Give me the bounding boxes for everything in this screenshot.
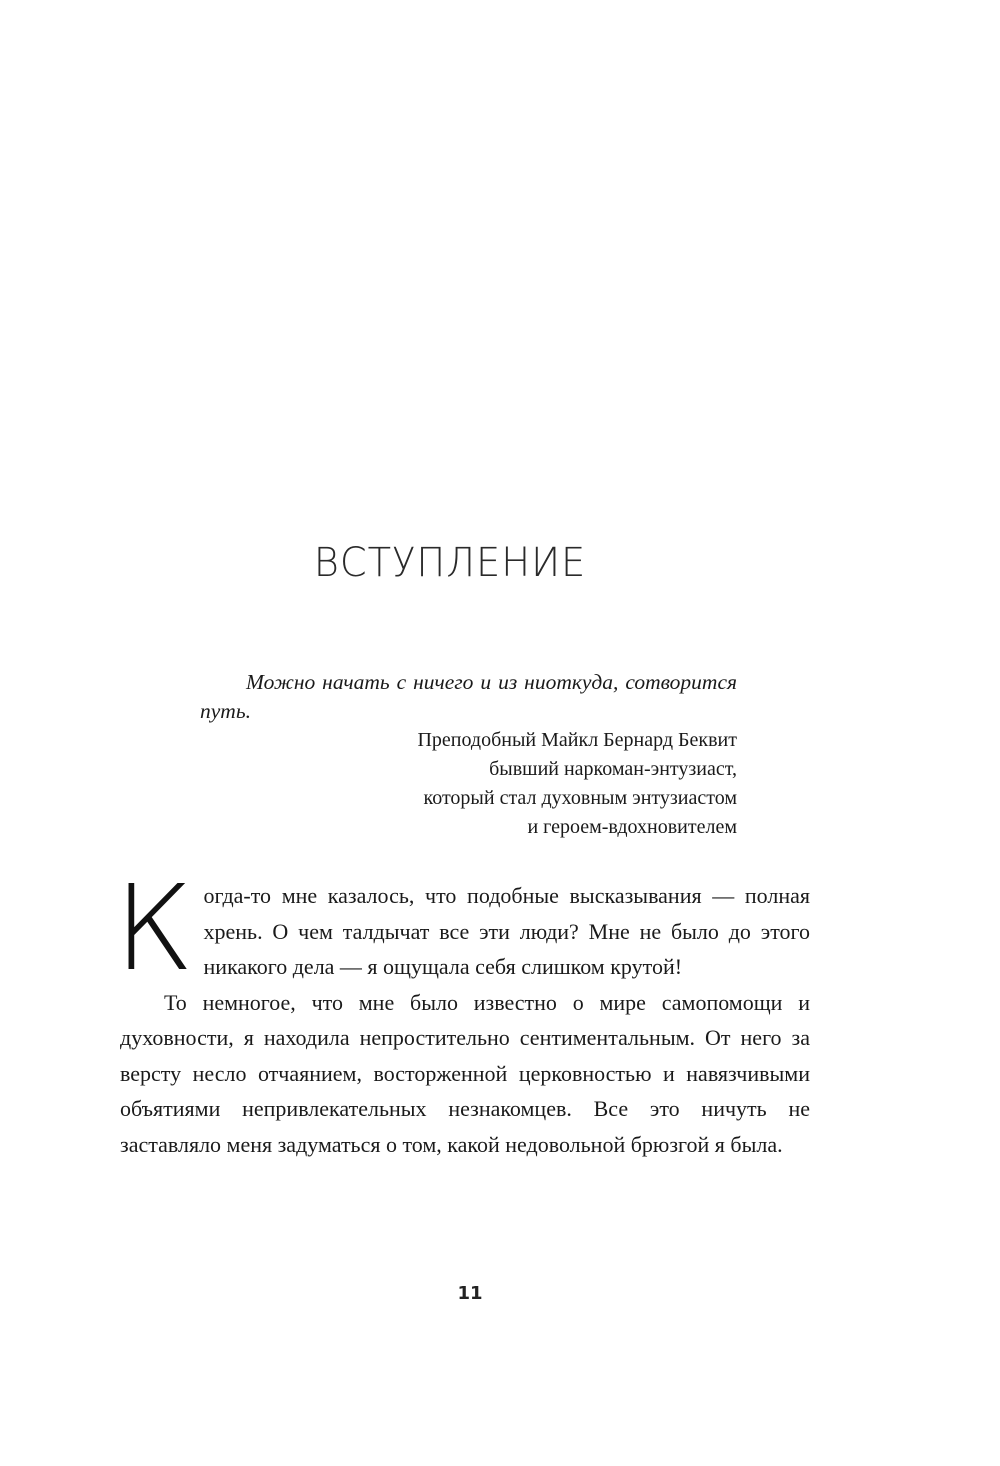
drop-cap: К: [114, 859, 194, 997]
epigraph-author-desc-1: бывший наркоман-энтузиаст,: [489, 758, 737, 780]
epigraph: [200, 668, 737, 842]
paragraph-1: огда-то мне казалось, что подобные высказывания — полная хрень. О чем талдычат все эти люди? Мне не было до этого никакого дела — я ощущала себя слишком крутой!: [203, 883, 810, 979]
epigraph-author-desc-2: который стал духовным энтузиастом: [423, 787, 737, 809]
epigraph-quote: Можно начать с ничего и из ниоткуда, сотворится путь.: [200, 670, 737, 723]
body-text: [114, 859, 810, 1162]
epigraph-author-desc-3: и героем-вдохновителем: [527, 816, 737, 838]
first-paragraph-block: [114, 859, 810, 997]
chapter-title: ВСТУПЛЕНИЕ: [313, 540, 587, 586]
epigraph-author: Преподобный Майкл Бернард Беквит: [417, 729, 737, 751]
page-number: 11: [457, 1283, 483, 1304]
paragraph-2: То немногое, что мне было известно о мире самопомощи и духовности, я находила непростительно сентиментальным. От него за версту несло отчаянием, восторженной церковностью и навязчивыми объятиями непривлекательных незнакомцев. Все это ничуть не заставляло меня задуматься о том, какой недовольной брюзгой я была.: [120, 989, 810, 1157]
